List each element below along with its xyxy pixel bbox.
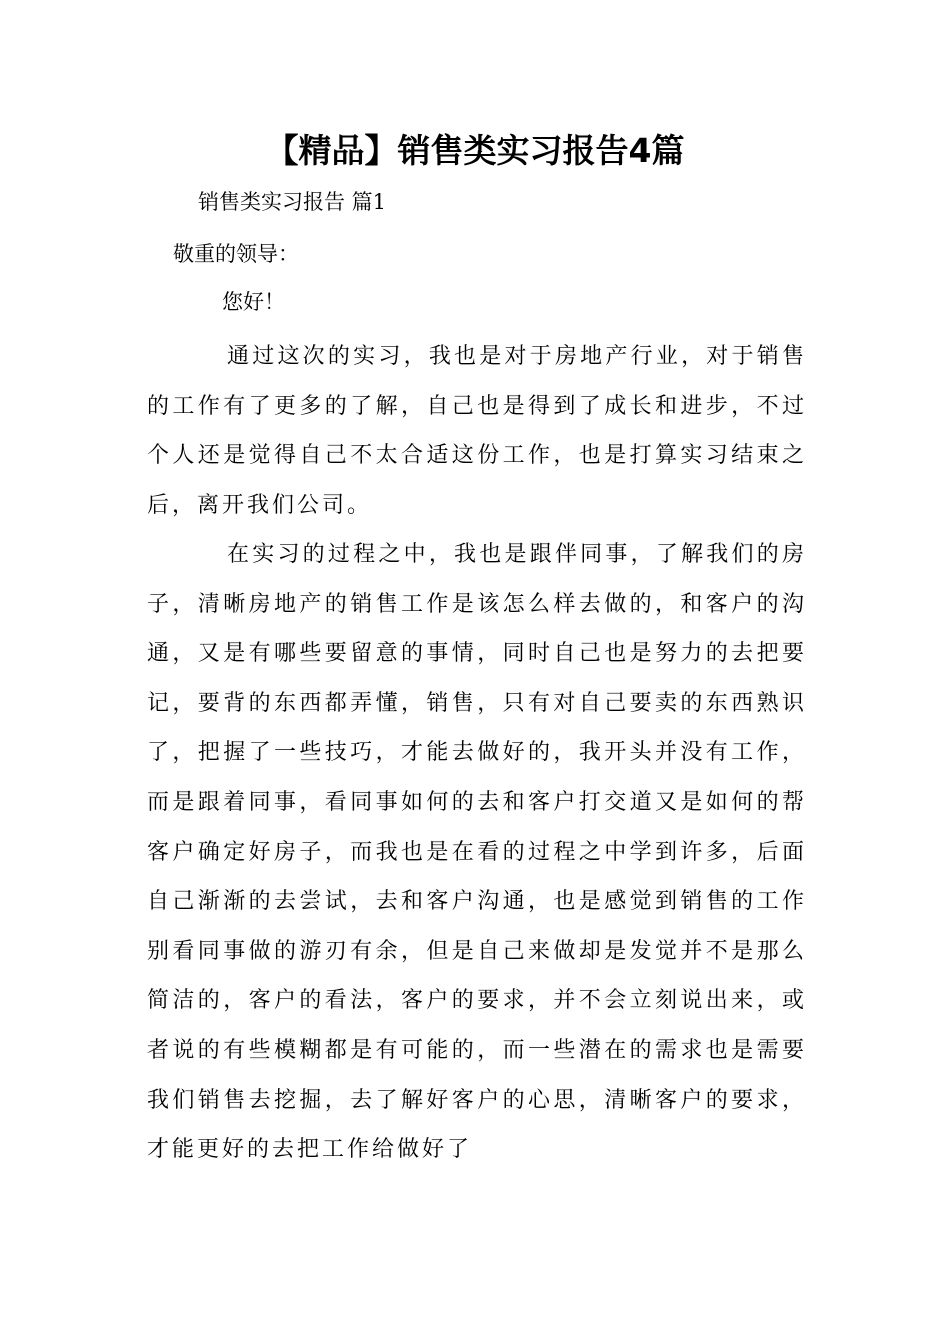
document-title: 【精品】销售类实习报告4篇 <box>265 131 685 170</box>
body-paragraph: 通过这次的实习，我也是对于房地产行业，对于销售的工作有了更多的了解，自己也是得到了成长和进步，不过个人还是觉得自己不太合适这份工作，也是打算实习结束之后，离开我们公司。 <box>147 344 807 518</box>
section-heading: 销售类实习报告 篇1 <box>198 190 387 214</box>
salutation: 敬重的领导： <box>173 242 299 266</box>
body-paragraph: 在实习的过程之中，我也是跟伴同事，了解我们的房子，清晰房地产的销售工作是该怎么样去做的，和客户的沟通，又是有哪些要留意的事情，同时自己也是努力的去把要记，要背的东西都弄懂，销售，只有对自己要卖的东西熟识了，把握了一些技巧，才能去做好的，我开头并没有工作，而是跟着同事，看同事如何的去和客户打交道又是如何的帮客户确定好房子，而我也是在看的过程之中学到许多，后面自己渐渐的去尝试，去和客户沟通，也是感觉到销售的工作别看同事做的游刃有余，但是自己来做却是发觉并不是那么简洁的，客户的看法，客户的要求，并不会立刻说出来，或者说的有些模糊都是有可能的，而一些潜在的需求也是需要我们销售去挖掘，去了解好客户的心思，清晰客户的要求，才能更好的去把工作给做好了 <box>147 542 807 1163</box>
greeting: 您好！ <box>222 290 285 314</box>
